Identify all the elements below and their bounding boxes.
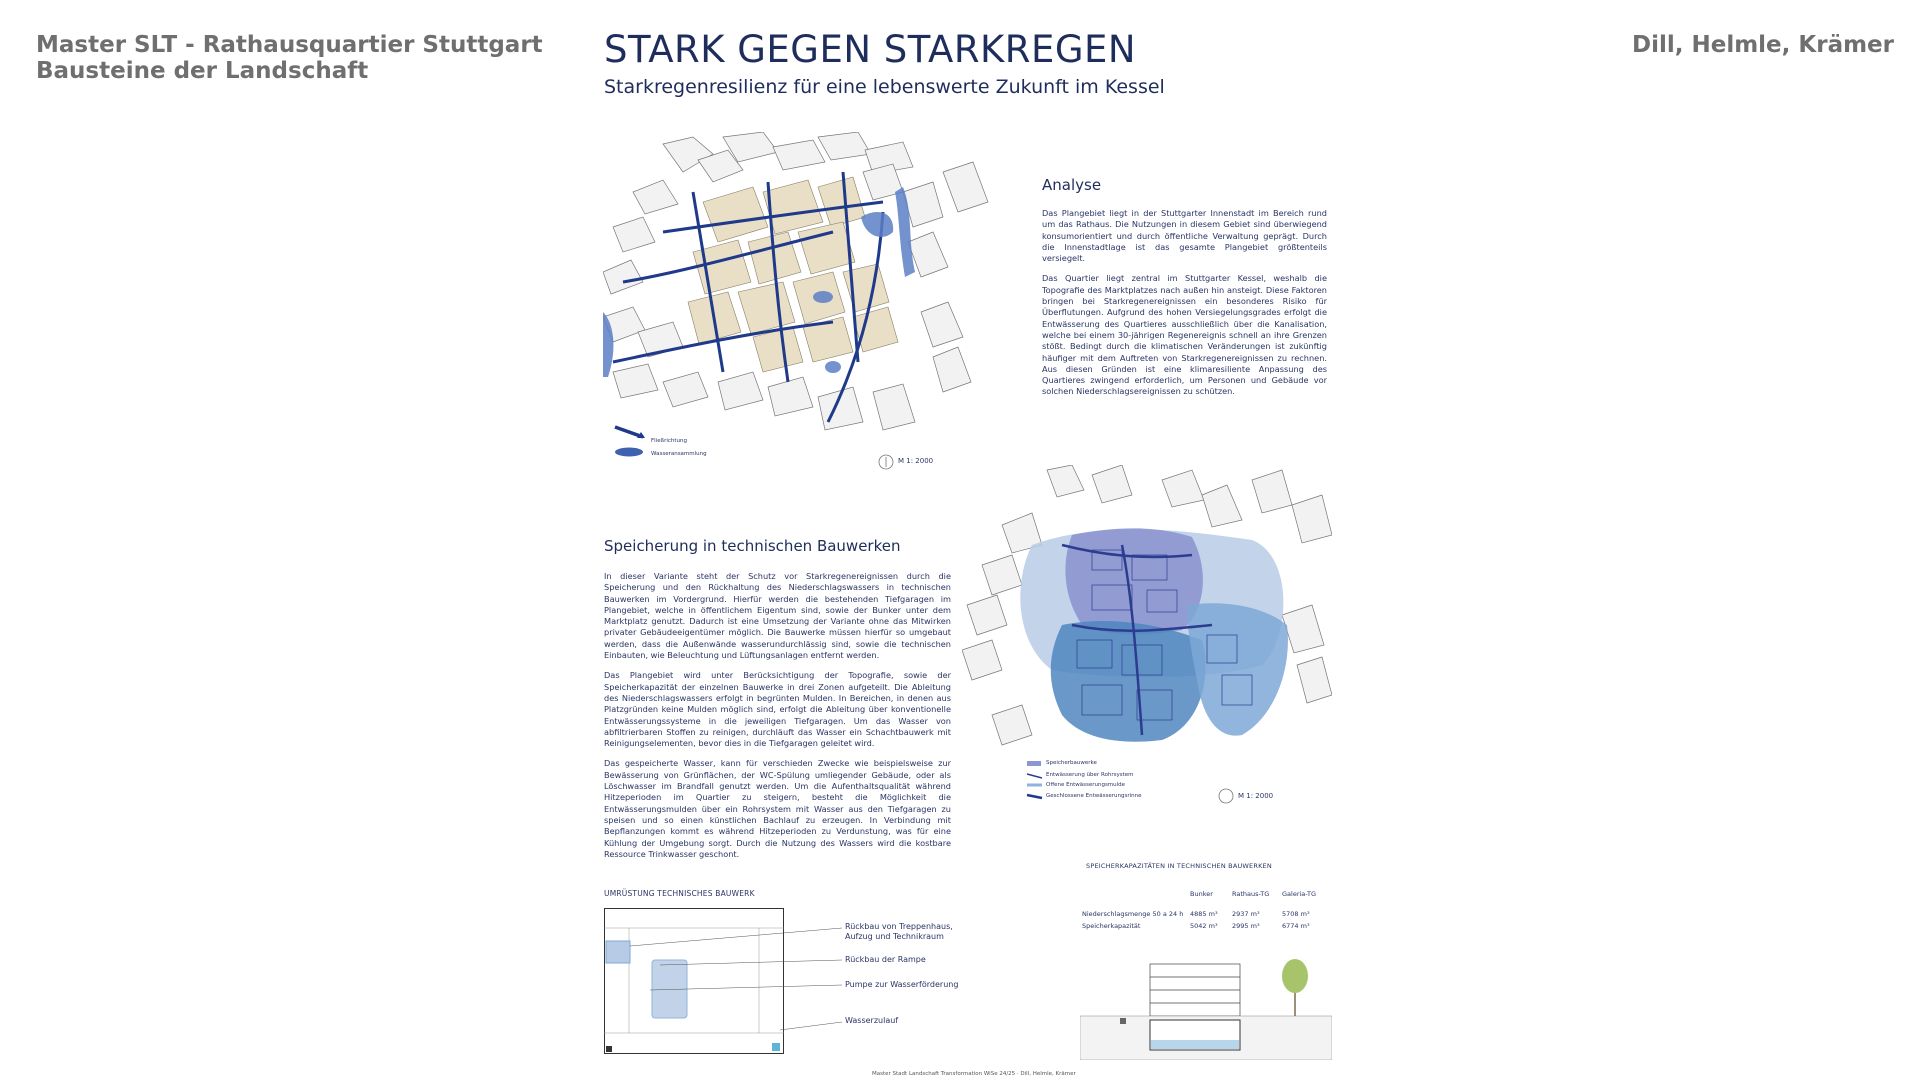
table-col-header: Galeria-TG — [1282, 890, 1317, 898]
zone-north — [1065, 528, 1202, 634]
analysis-scale-label: M 1: 2000 — [898, 457, 934, 465]
storage-zones-map — [962, 465, 1332, 810]
legend-flow-label: Fließrichtung — [651, 438, 687, 444]
legend-storage-label: Speicherbauwerke — [1046, 760, 1097, 766]
header-project-line2: Bausteine der Landschaft — [36, 58, 369, 84]
header-project-line1: Master SLT - Rathausquartier Stuttgart — [36, 32, 543, 58]
analyse-paragraph: Das Quartier liegt zentral im Stuttgarter Kessel, weshalb die Topografie des Marktplatzes nach außen hin ansteigt. Diese Faktoren bringen bei Starkregenereignissen ein besonderes Risiko für Überflutungen. Aufgrund des hohen Versiegelungsgrades erfolgt die Entwässerung des Quartieres ausschließlich über die Kanalisation, welche bei einem 30-jährigen Regenereignis schnell an ihre Grenzen stößt. Bedingt durch die klimatischen Veränderungen ist zukünftig häufiger mit dem Auftreten von Starkregenereignissen zu rechnen. Aus diesen Gründen ist eine klimaresiliente Anpassung des Quartieres zwingend erforderlich, um Personen und Gebäude vor solchen Niederschlagsereignissen zu schützen. — [1042, 273, 1327, 397]
table-col-header: Bunker — [1190, 890, 1213, 898]
zone-south — [1051, 621, 1206, 742]
stored-water — [1151, 1040, 1239, 1049]
page-title: STARK GEGEN STARKREGEN — [604, 28, 1137, 71]
pump — [606, 1046, 612, 1052]
speicherung-paragraph: In dieser Variante steht der Schutz vor Starkregenereignissen durch die Speicherung und den Rückhaltung des Niederschlagswassers in technischen Bauwerken im Vordergrund. Hierfür werden die bestehenden Tiefgaragen im Plangebiet, welche in öffentlichem Eigentum sind, sowie der Bunker unter dem Marktplatz genutzt. Dadurch ist eine Umsetzung der Variante ohne das Mitwirken privater Gebäudeeigentümer möglich. Die Bauwerke müssen hierfür so umgebaut werden, dass die Außenwände wasserundurchlässig sind, sowie die technischen Einbauten, wie Beleuchtung und Lüftungsanlagen entfernt werden. — [604, 571, 951, 661]
umruestung-leader-lines — [630, 920, 850, 1038]
table-cell: 6774 m³ — [1282, 922, 1310, 930]
analysis-map-svg — [603, 132, 1003, 477]
page-subtitle: Starkregenresilienz für eine lebenswerte Zukunft im Kessel — [604, 76, 1165, 98]
storage-scale-label: M 1: 2000 — [1238, 792, 1274, 800]
water-inlet — [772, 1043, 780, 1051]
umruestung-heading: UMRÜSTUNG TECHNISCHES BAUWERK — [604, 889, 755, 898]
building-section — [1150, 964, 1240, 1016]
analyse-text — [1042, 208, 1327, 407]
legend-water-label: Wasseransammlung — [651, 451, 707, 457]
annotation-stair-removal: Rückbau von Treppenhaus, Aufzug und Technikraum — [845, 922, 953, 941]
legend-closed-channel-label: Geschlossene Entwässerungsrinne — [1046, 793, 1142, 799]
legend-open-channel-label: Offene Entwässerungsmulde — [1046, 782, 1126, 788]
table-row-label: Niederschlagsmenge 50 a 24 h — [1082, 910, 1184, 918]
stair-core — [606, 941, 630, 963]
analysis-map — [603, 132, 1003, 477]
annotation-water-inlet: Wasserzulauf — [845, 1016, 899, 1025]
speicherung-text — [604, 571, 951, 869]
table-col-header: Rathaus-TG — [1232, 890, 1270, 898]
table-cell: 5042 m³ — [1190, 922, 1218, 930]
table-cell: 2937 m³ — [1232, 910, 1260, 918]
analyse-heading: Analyse — [1042, 176, 1102, 194]
speicherung-paragraph: Das gespeicherte Wasser, kann für verschieden Zwecke wie beispielsweise zur Bewässerung von Grünflächen, der WC-Spülung umliegender Gebäude, oder als Löschwasser im Brandfall genutzt werden. Um die Aufenthaltsqualität während Hitzeperioden im Quartier zu steigern, besteht die Möglichkeit die Entwässerungsmulden über ein Rohrsystem mit Wasser aus den Tiefgaragen zu speisen und so einen künstlichen Bachlauf zu erzeugen. In Verbindung mit Bepflanzungen kommt es während Hitzeperioden zu Verdunstung, was für eine Kühlung der Umgebung sorgt. Durch die Nutzung des Wassers wird die kostbare Ressource Trinkwasser geschont. — [604, 758, 951, 859]
header-authors: Dill, Helmle, Krämer — [1631, 32, 1894, 58]
tree-icon — [1282, 959, 1308, 1016]
annotation-pump: Pumpe zur Wasserförderung — [845, 980, 959, 989]
analyse-paragraph: Das Plangebiet liegt in der Stuttgarter Innenstadt im Bereich rund um das Rathaus. Die Nutzungen in diesem Gebiet sind überwiegend konsumorientiert und durch öffentliche Verwaltung geprägt. Durch die Innenstadtlage ist das gesamte Plangebiet größtenteils versiegelt. — [1042, 208, 1327, 264]
water-blob-icon — [615, 448, 643, 457]
speicher-table-heading: SPEICHERKAPAZITÄTEN IN TECHNISCHEN BAUWERKEN — [1086, 862, 1272, 870]
storage-section-drawing — [1080, 948, 1332, 1060]
hatch-swatch-icon — [1027, 761, 1041, 766]
table-row-label: Speicherkapazität — [1082, 922, 1141, 930]
header-project — [36, 32, 543, 84]
table-cell: 4885 m³ — [1190, 910, 1218, 918]
table-cell: 5708 m³ — [1282, 910, 1310, 918]
storage-zones-map-svg — [962, 465, 1332, 810]
closed-channel-icon — [1027, 795, 1042, 798]
inlet-shaft — [1120, 1018, 1126, 1024]
speicherung-heading: Speicherung in technischen Bauwerken — [604, 537, 901, 555]
table-cell: 2995 m³ — [1232, 922, 1260, 930]
speicherung-paragraph: Das Plangebiet wird unter Berücksichtigung der Topografie, sowie der Speicherkapazität der einzelnen Bauwerke in drei Zonen aufgeteilt. Die Ableitung des Niederschlagswassers erfolgt in begrünten Mulden. In Bereichen, in denen aus Platzgründen keine Mulden möglich sind, erfolgt die Ableitung über konventionelle Entwässerungssysteme in die jeweiligen Tiefgaragen. Um das Wasser von abfiltrierbaren Stoffen zu reinigen, durchläuft das Wasser ein Schachtbauwerk mit Reinigungselementen, bevor dies in die Tiefgaragen geleitet wird. — [604, 670, 951, 749]
pipe-line-icon — [1027, 774, 1042, 778]
annotation-ramp-removal: Rückbau der Rampe — [845, 955, 926, 964]
footer-credits: Master Stadt Landschaft Transformation WiSe 24/25 · Dill, Helmle, Krämer — [872, 1071, 1076, 1077]
legend-pipe-label: Entwässerung über Rohrsystem — [1046, 772, 1134, 778]
zone-east — [1187, 603, 1288, 735]
north-arrow-icon — [1219, 789, 1233, 803]
storage-legend — [1027, 761, 1042, 798]
